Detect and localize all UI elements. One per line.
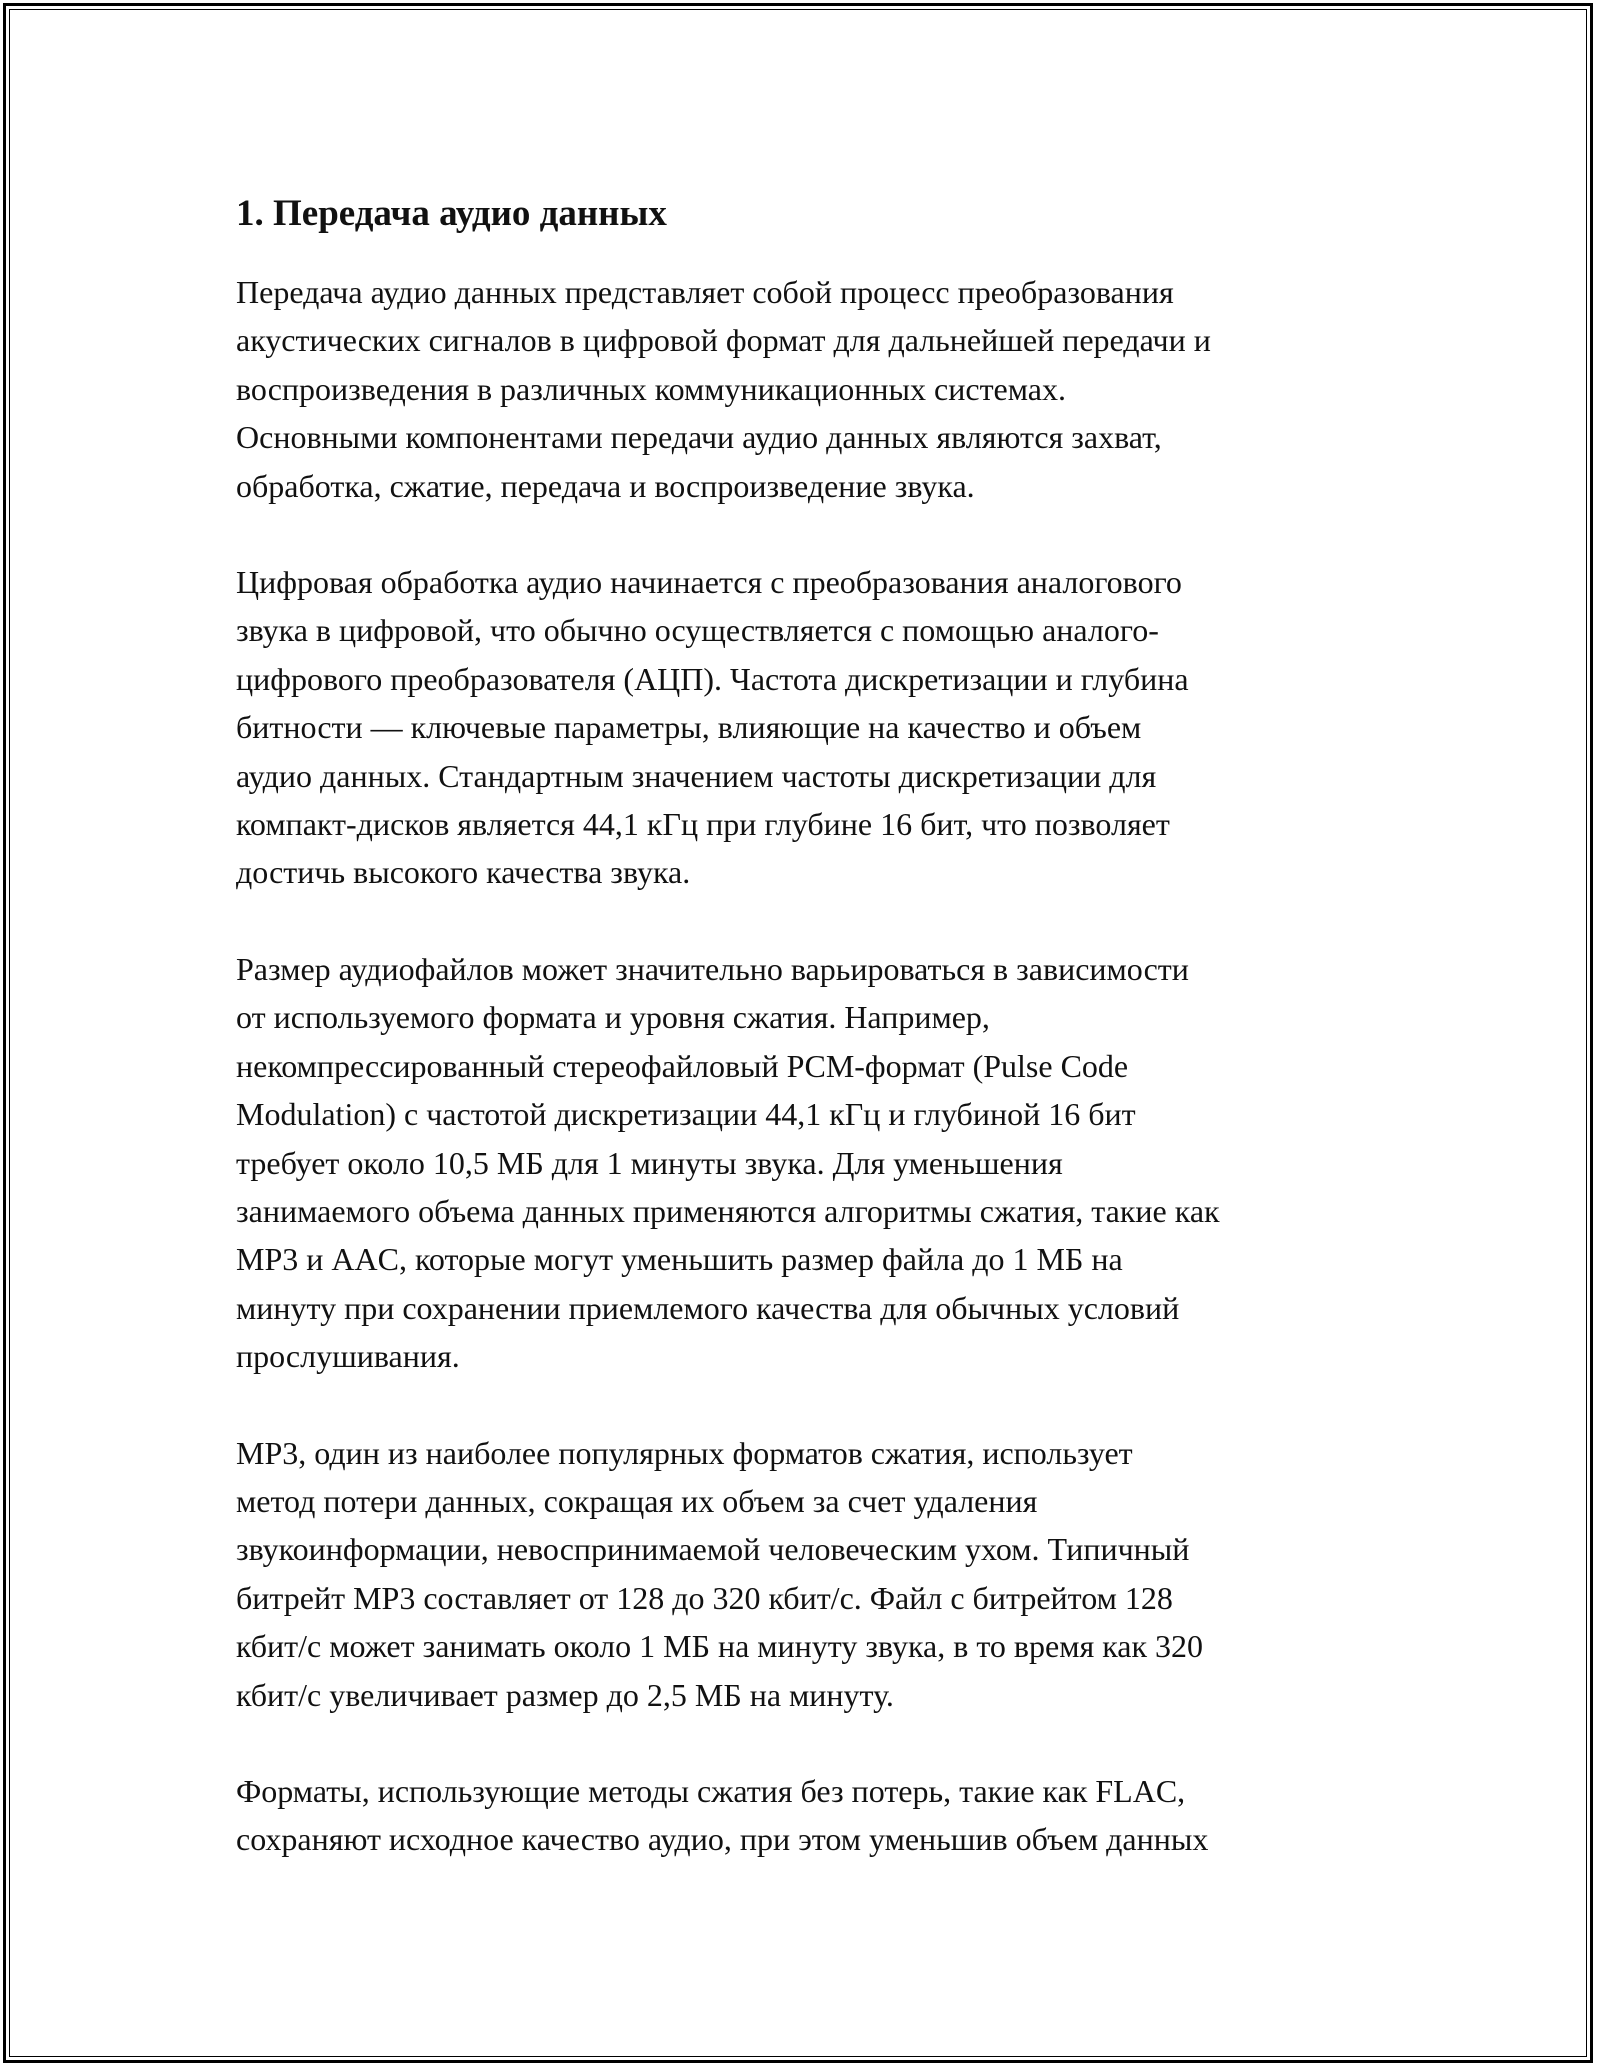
paragraph-5: Форматы, использующие методы сжатия без потерь, такие как FLAC, сохраняют исходное качество аудио, при этом уменьшив объем данных (236, 1772, 1209, 1858)
paragraph-3: Размер аудиофайлов может значительно варьироваться в зависимости от используемого формата и уровня сжатия. Например, некомпрессированный стереофайловый PCM-формат (Pulse Code Modulation) с частотой дискретизации 44,1 кГц и глубиной 16 бит требует около 10,5 МБ для 1 минуты звука. Для уменьшения занимаемого объема данных применяются алгоритмы сжатия, такие как MP3 и AAC, которые могут уменьшить размер файла до 1 МБ на минуту при сохранении приемлемого качества для обычных условий прослушивания. (236, 950, 1220, 1375)
paragraph-4: MP3, один из наиболее популярных форматов сжатия, использует метод потери данных, сокращая их объем за счет удаления звукоинформации, невоспринимаемой человеческим ухом. Типичный битрейт MP3 составляет от 128 до 320 кбит/с. Файл с битрейтом 128 кбит/с может занимать около 1 МБ на минуту звука, в то время как 320 кбит/с увеличивает размер до 2,5 МБ на минуту. (236, 1434, 1204, 1713)
document-body (236, 184, 1376, 1912)
paragraph-2: Цифровая обработка аудио начинается с преобразования аналогового звука в цифровой, что обычно осуществляется с помощью аналого- цифрового преобразователя (АЦП). Частота дискретизации и глубина битности — ключевые параметры, влияющие на качество и объем аудио данных. Стандартным значением частоты дискретизации для компакт-дисков является 44,1 кГц при глубине 16 бит, что позволяет достичь высокого качества звука. (236, 564, 1189, 891)
paragraph-1: Передача аудио данных представляет собой процесс преобразования акустических сигналов в цифровой формат для дальнейшей передачи и воспроизведения в различных коммуникационных системах. Основными компонентами передачи аудио данных являются захват, обработка, сжатие, передача и воспроизведение звука. (236, 274, 1211, 504)
page-title: 1. Передача аудио данных (236, 193, 667, 234)
